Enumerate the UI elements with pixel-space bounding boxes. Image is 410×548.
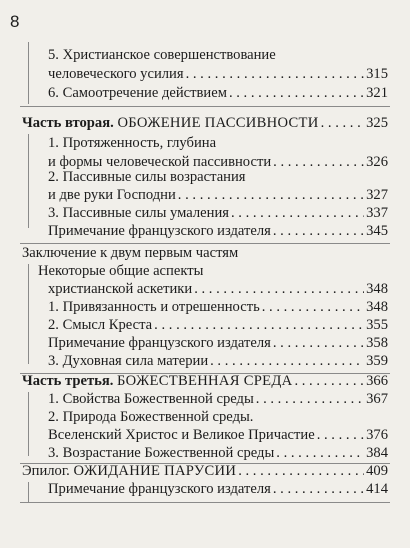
toc-entry bbox=[48, 204, 388, 223]
toc-entry-text: 6. Самоотречение действием bbox=[48, 85, 227, 101]
toc-page-number: 366 bbox=[366, 373, 388, 389]
section-divider bbox=[20, 502, 390, 503]
toc-page-number: 348 bbox=[366, 281, 388, 297]
toc-page-number: 327 bbox=[366, 187, 388, 203]
toc-entry-text: Примечание французского издателя bbox=[48, 335, 271, 351]
toc-heading-title: ОЖИДАНИЕ ПАРУСИИ bbox=[73, 463, 237, 479]
toc-page-number: 337 bbox=[366, 205, 388, 221]
toc-entry-text: 1. Привязанность и отрешенность bbox=[48, 299, 260, 315]
toc-entry bbox=[48, 390, 388, 409]
toc-entry bbox=[48, 65, 388, 84]
toc-page-number: 321 bbox=[366, 85, 388, 101]
toc-entry bbox=[48, 84, 388, 103]
toc-entry-text: 2. Смысл Креста bbox=[48, 317, 153, 333]
toc-entry bbox=[48, 222, 388, 241]
toc-entry-text: Примечание французского издателя bbox=[48, 223, 271, 239]
toc-entry-text: и формы человеческой пассивности bbox=[48, 154, 272, 170]
toc-page-number: 345 bbox=[366, 223, 388, 239]
page-number: 8 bbox=[10, 12, 20, 31]
section-divider bbox=[28, 134, 29, 228]
toc-entry-line: 1. Протяженность, глубина bbox=[48, 135, 217, 151]
toc-entry-text: и две руки Господни bbox=[48, 187, 176, 203]
toc-heading-prefix: Эпилог. bbox=[22, 463, 70, 479]
toc-entry-text: человеческого усилия bbox=[48, 66, 184, 82]
toc-entry-line: Некоторые общие аспекты bbox=[38, 263, 204, 279]
toc-entry bbox=[48, 480, 388, 499]
toc-entry-text: 1. Свойства Божественной среды bbox=[48, 391, 254, 407]
toc-entry bbox=[48, 334, 388, 353]
toc-entry bbox=[48, 352, 388, 371]
toc-entry-text: 3. Пассивные силы умаления bbox=[48, 205, 229, 221]
toc-heading-title: БОЖЕСТВЕННАЯ СРЕДА bbox=[117, 373, 293, 389]
toc-entry-line: 2. Природа Божественной среды. bbox=[48, 409, 254, 425]
section-divider bbox=[28, 42, 29, 104]
toc-page-number: 367 bbox=[366, 391, 388, 407]
toc-entry bbox=[48, 316, 388, 335]
toc-heading-title: ОБОЖЕНИЕ ПАССИВНОСТИ bbox=[117, 115, 319, 131]
toc-entry bbox=[48, 280, 388, 299]
toc-heading-prefix: Часть вторая. bbox=[22, 115, 114, 131]
toc-page-number: 326 bbox=[366, 154, 388, 170]
section-divider bbox=[28, 392, 29, 456]
toc-section-heading: Заключение к двум первым частям bbox=[22, 245, 239, 261]
toc-entry-line: 2. Пассивные силы возрастания bbox=[48, 169, 246, 185]
toc-page-number: 359 bbox=[366, 353, 388, 369]
toc-entry-text: Вселенский Христос и Великое Причастие bbox=[48, 427, 315, 443]
toc-section-heading bbox=[22, 462, 388, 481]
toc-entry-text: 3. Духовная сила материи bbox=[48, 353, 209, 369]
section-divider bbox=[20, 106, 390, 107]
toc-page-number: 384 bbox=[366, 445, 388, 461]
toc-entry bbox=[48, 298, 388, 317]
toc-entry bbox=[48, 444, 388, 463]
toc-entry-text: 3. Возрастание Божественной среды bbox=[48, 445, 275, 461]
section-divider bbox=[28, 264, 29, 364]
toc-entry-text: Примечание французского издателя bbox=[48, 481, 271, 497]
toc-page-number: 409 bbox=[366, 463, 388, 479]
toc-section-heading bbox=[22, 114, 388, 133]
toc-page-number: 348 bbox=[366, 299, 388, 315]
toc-heading-prefix: Часть третья. bbox=[22, 373, 114, 389]
toc-entry-text: христианской аскетики bbox=[48, 281, 193, 297]
toc-entry bbox=[48, 426, 388, 445]
toc-page-number: 315 bbox=[366, 66, 388, 82]
toc-page-number: 376 bbox=[366, 427, 388, 443]
section-divider bbox=[28, 482, 29, 502]
toc-page-number: 355 bbox=[366, 317, 388, 333]
toc-section-heading bbox=[22, 372, 388, 391]
toc-entry-line: 5. Христианское совершенствование bbox=[48, 47, 276, 63]
toc-entry bbox=[48, 186, 388, 205]
toc-page-number: 325 bbox=[366, 115, 388, 131]
toc-page-number: 358 bbox=[366, 335, 388, 351]
toc-page-number: 414 bbox=[366, 481, 388, 497]
